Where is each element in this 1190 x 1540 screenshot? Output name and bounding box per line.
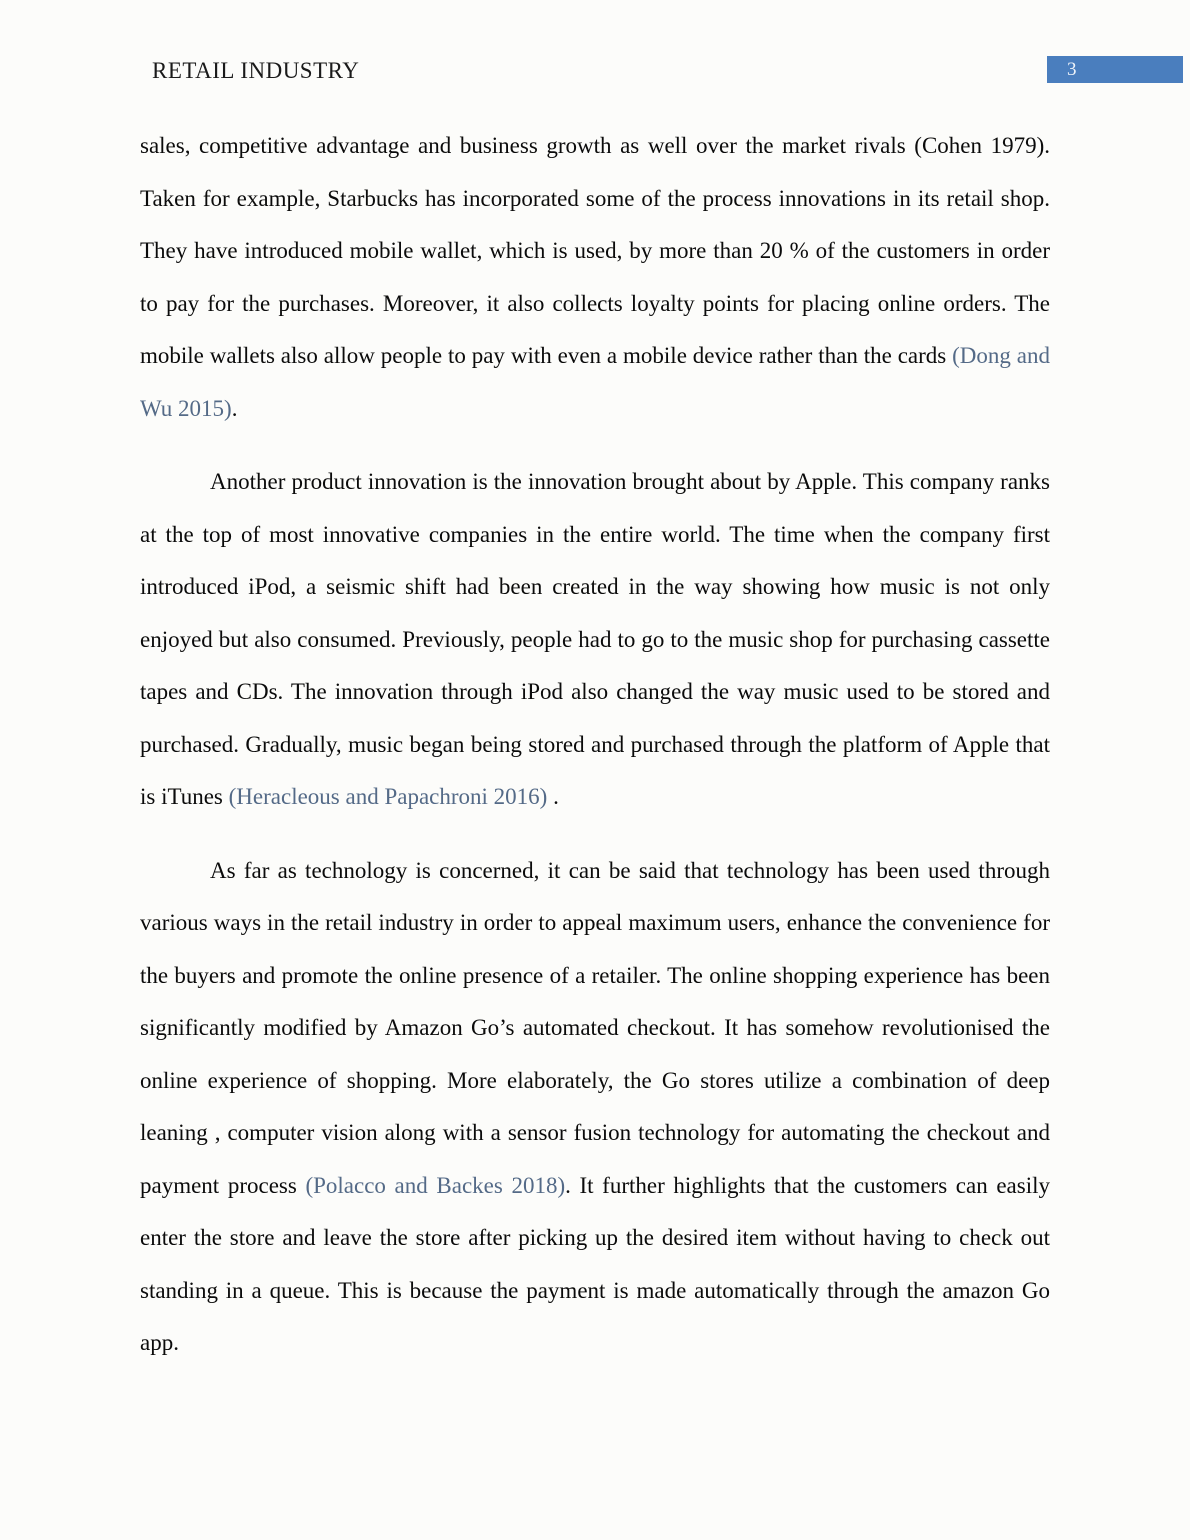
text-run: . [231,395,238,421]
running-head: RETAIL INDUSTRY [152,58,360,83]
paragraph [140,120,1050,435]
page-header [0,0,1190,110]
page-number-badge [1047,56,1183,83]
citation: (Heracleous and Papachroni 2016) [228,784,548,809]
text-run: . [547,784,559,809]
text-run: As far as technology is concerned, it can be said that technology has been used through various ways in the retail industry in order to appeal maximum users, enhance the convenience for the buyers and promote the online presence of a retailer. The online shopping experience has been significantly modified by Amazon Go’s automated checkout. It has somehow revolutionised the online experience of shopping. More elaborately, the Go stores utilize a combination of deep leaning , computer vision along with a sensor fusion technology for automating the checkout and payment process [140,857,1050,1198]
citation: (Polacco and Backes 2018) [305,1172,566,1198]
page-number: 3 [1067,59,1077,80]
paragraph [140,845,1050,1370]
paragraph [140,456,1050,824]
text-run: Another product innovation is the innovation brought about by Apple. This company ranks at the top of most innovative companies in the entire world. The time when the company first introduced iPod, a seismic shift had been created in the way showing how music is not only enjoyed but also consumed. Previously, people had to go to the music shop for purchasing cassette tapes and CDs. The innovation through iPod also changed the way music used to be stored and purchased. Gradually, music began being stored and purchased through the platform of Apple that is iTunes [140,469,1050,809]
document-body [140,120,1050,1391]
text-run: sales, competitive advantage and business growth as well over the market rivals (Cohen 1979). Taken for example, Starbucks has incorporated some of the process innovations in its retail shop. They have introduced mobile wallet, which is used, by more than 20 % of the customers in order to pay for the purchases. Moreover, it also collects loyalty points for placing online orders. The mobile wallets also allow people to pay with even a mobile device rather than the cards [140,133,1050,368]
text-run: . It further highlights that the customers can easily enter the store and leave the store after picking up the desired item without having to check out standing in a queue. This is because the payment is made automatically through the amazon Go app. [140,1172,1050,1355]
citation: (Dong and Wu 2015) [140,343,1050,421]
